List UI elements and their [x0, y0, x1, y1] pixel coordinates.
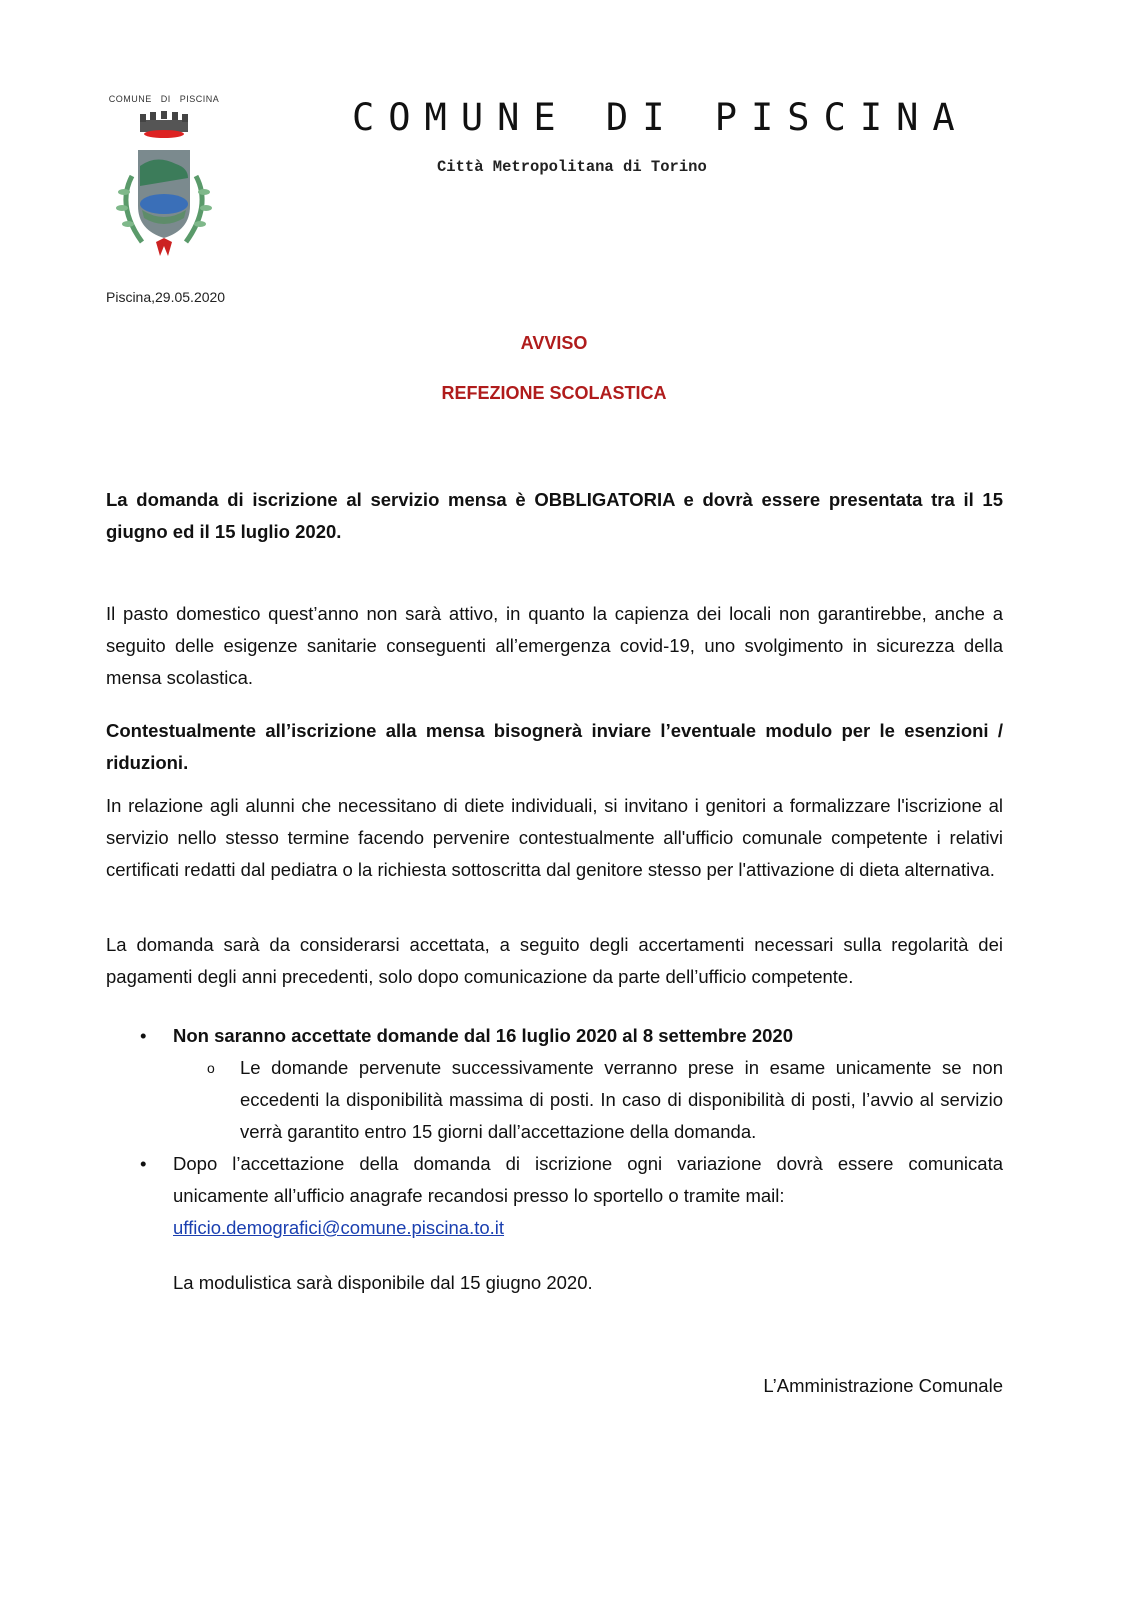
notice-heading: AVVISO — [520, 333, 588, 353]
paragraph-acceptance: La domanda sarà da considerarsi accettata, a seguito degli accertamenti necessari sulla regolarità dei pagamenti degli anni precedenti, solo dopo comunicazione da parte dell’ufficio competente. — [106, 934, 1003, 987]
list-item-text: Non saranno accettate domande dal 16 luglio 2020 al 8 settembre 2020 — [173, 1025, 793, 1046]
crest-label: COMUNE DI PISCINA — [108, 94, 220, 104]
page-title: COMUNE DI PISCINA — [352, 96, 969, 139]
paragraph-mandatory-registration: La domanda di iscrizione al servizio mensa è OBBLIGATORIA e dovrà essere presentata tra il 15 giugno ed il 15 luglio 2020. — [106, 489, 1003, 542]
paragraph-exemptions: Contestualmente all’iscrizione alla mensa bisognerà inviare l’eventuale modulo per le esenzioni / riduzioni. — [106, 720, 1003, 773]
paragraph-home-meal: Il pasto domestico quest’anno non sarà attivo, in quanto la capienza dei locali non garantirebbe, anche a seguito delle esigenze sanitarie conseguenti all’emergenza covid-19, uno svolgimento in sicurezza della mensa scolastica. — [106, 603, 1003, 688]
bullet-list — [106, 1020, 1003, 1244]
municipal-crest — [106, 92, 222, 260]
signature: L’Amministrazione Comunale — [763, 1375, 1003, 1396]
subject-heading: REFEZIONE SCOLASTICA — [441, 383, 667, 403]
circle-bullet-icon: o — [207, 1060, 215, 1076]
list-item — [106, 1020, 1003, 1052]
list-item-text: Dopo l’accettazione della domanda di iscrizione ogni variazione dovrà essere comunicata unicamente all’ufficio anagrafe recandosi presso lo sportello o tramite mail: — [173, 1153, 1003, 1206]
bullet-icon: • — [140, 1025, 147, 1046]
forms-availability-note: La modulistica sarà disponibile dal 15 giugno 2020. — [173, 1272, 593, 1293]
page-subtitle: Città Metropolitana di Torino — [437, 158, 707, 176]
sub-list-item — [106, 1052, 1003, 1148]
document-date: Piscina,29.05.2020 — [106, 289, 226, 305]
paragraph-special-diets: In relazione agli alunni che necessitano di diete individuali, si invitano i genitori a formalizzare l'iscrizione al servizio nello stesso termine facendo pervenire contestualmente all'ufficio comunale competente i relativi certificati redatti dal pediatra o la richiesta sottoscritta dal genitore stesso per l'attivazione di dieta alternativa. — [106, 795, 1003, 880]
coat-of-arms-icon — [106, 106, 222, 260]
email-link[interactable]: ufficio.demografici@comune.piscina.to.it — [173, 1217, 505, 1238]
bullet-icon: • — [140, 1153, 147, 1174]
list-item — [106, 1148, 1003, 1244]
sub-list-item-text: Le domande pervenute successivamente verranno prese in esame unicamente se non eccedenti la disponibilità massima di posti. In caso di disponibilità di posti, l’avvio al servizio verrà garantito entro 15 giorni dall’accettazione della domanda. — [240, 1057, 1003, 1142]
